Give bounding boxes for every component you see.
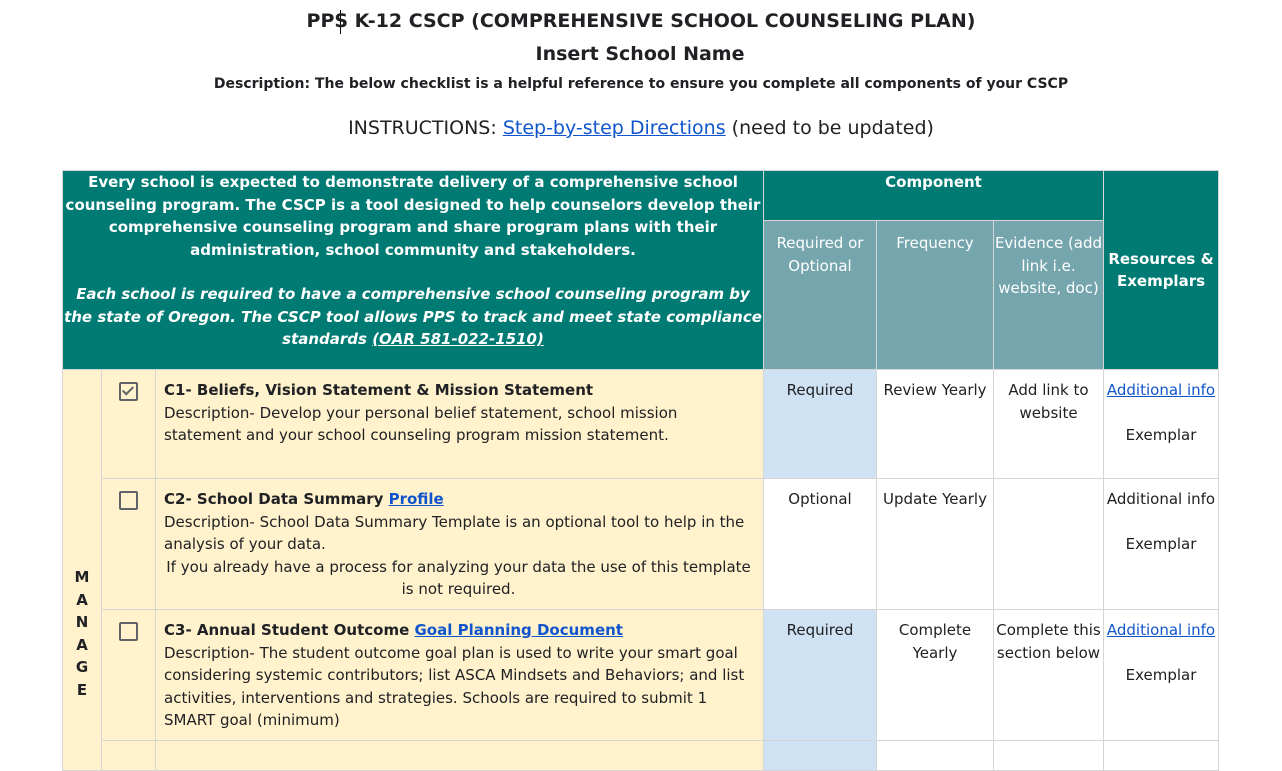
checkbox-cell [102, 610, 156, 741]
required-cell: Optional [764, 479, 877, 610]
oar-link[interactable]: (OAR 581-022-1510) [372, 330, 544, 348]
manage-section-label [63, 370, 102, 771]
additional-info-label: Additional info [1106, 490, 1216, 508]
evidence-cell: Add link to website [994, 370, 1104, 479]
table-row [63, 610, 1219, 741]
component-cell [156, 479, 764, 610]
checkbox[interactable] [119, 491, 138, 510]
school-name[interactable]: Insert School Name [535, 43, 745, 65]
resources-cell [1104, 610, 1219, 741]
page-title: PPS K-12 CSCP (COMPREHENSIVE SCHOOL COUNSELING PLAN) [306, 10, 976, 32]
component-description: Description- School Data Summary Template is an optional tool to help in the analysis of your data. [164, 512, 745, 553]
section-letter: A [76, 635, 88, 654]
checkbox-cell [102, 479, 156, 610]
required-cell [764, 741, 877, 771]
resources-cell [1104, 370, 1219, 479]
frequency-header: Frequency [877, 221, 994, 370]
intro-italic: Each school is required to have a comprehensive school counseling program by the state of Oregon. The CSCP tool allows PPS to track and meet state compliance standards [64, 285, 762, 348]
goal-planning-link[interactable]: Goal Planning Document [414, 621, 623, 639]
instructions [0, 117, 1282, 139]
component-title: C1- Beliefs, Vision Statement & Mission Statement [164, 381, 594, 399]
table-row [63, 370, 1219, 479]
additional-info-link[interactable]: Additional info [1106, 381, 1216, 399]
resources-header: Resources & Exemplars [1104, 171, 1219, 370]
instructions-label: INSTRUCTIONS: [348, 117, 503, 139]
component-cell [156, 741, 764, 771]
exemplar-label: Exemplar [1125, 426, 1197, 444]
component-note: If you already have a process for analyzing your data the use of this template is not required. [166, 557, 751, 598]
component-title: C2- School Data Summary [164, 490, 389, 508]
component-description: Description- The student outcome goal plan is used to write your smart goal considering systemic contributors; list ASCA Mindsets and Behaviors; and list activities, interventions and strategies. Schools are required to submit 1 SMART goal (minimum) [164, 643, 745, 729]
frequency-cell: Update Yearly [877, 479, 994, 610]
resources-cell [1104, 479, 1219, 610]
intro-header [63, 171, 764, 370]
section-letter: M [74, 568, 90, 586]
cscp-table [62, 170, 1219, 771]
frequency-cell: Complete Yearly [877, 610, 994, 741]
instructions-note: (need to be updated) [725, 117, 934, 139]
component-description: Description- Develop your personal belief statement, school mission statement and your school counseling program mission statement. [164, 403, 678, 444]
checkbox[interactable] [119, 622, 138, 641]
table-row [63, 741, 1219, 771]
component-header: Component [764, 171, 1104, 221]
frequency-cell [877, 741, 994, 771]
component-cell [156, 370, 764, 479]
exemplar-label: Exemplar [1125, 535, 1197, 553]
evidence-cell[interactable] [994, 479, 1104, 610]
checkbox-checked[interactable] [119, 382, 138, 401]
evidence-cell [994, 741, 1104, 771]
exemplar-label: Exemplar [1125, 666, 1197, 684]
required-cell: Required [764, 610, 877, 741]
additional-info-link[interactable]: Additional info [1106, 621, 1216, 639]
component-cell [156, 610, 764, 741]
frequency-cell: Review Yearly [877, 370, 994, 479]
section-letter: G [75, 658, 89, 676]
profile-link[interactable]: Profile [388, 490, 444, 508]
intro-text: Every school is expected to demonstrate delivery of a comprehensive school counseling program. The CSCP is a tool designed to help counselors develop their comprehensive counseling program and share program plans with their administration, school community and stakeholders. [65, 173, 761, 259]
required-header: Required or Optional [764, 221, 877, 370]
required-cell: Required [764, 370, 877, 479]
checkbox-cell [102, 370, 156, 479]
section-letter: A [76, 590, 88, 609]
component-title: C3- Annual Student Outcome [164, 621, 415, 639]
evidence-cell: Complete this section below [994, 610, 1104, 741]
evidence-header: Evidence (add link i.e. website, doc) [994, 221, 1104, 370]
section-letter: E [76, 680, 88, 699]
checkbox-cell [102, 741, 156, 771]
table-row [63, 479, 1219, 610]
directions-link[interactable]: Step-by-step Directions [502, 117, 726, 139]
resources-cell [1104, 741, 1219, 771]
section-letter: N [75, 613, 89, 631]
page-description: Description: The below checklist is a helpful reference to ensure you complete all components of your CSCP [213, 76, 1069, 92]
